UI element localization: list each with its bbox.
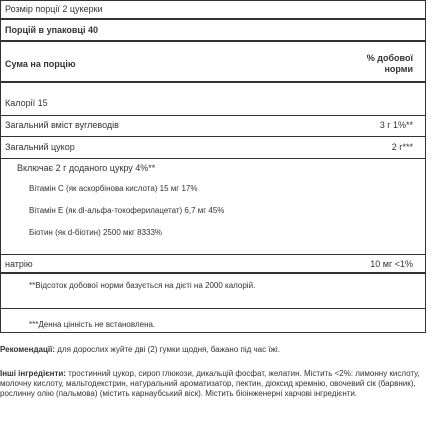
divider-servings bbox=[1, 40, 425, 42]
divider-biotin bbox=[1, 254, 425, 255]
divider-sugar bbox=[1, 158, 425, 159]
divider-serving bbox=[1, 18, 425, 20]
amount-per-serving: Сума на порцію bbox=[5, 59, 76, 69]
recommendations bbox=[0, 345, 426, 355]
daily-value-footnote: **Відсоток добової норми базується на дієті на 2000 калорій. bbox=[29, 281, 256, 290]
vitamin-c: Вітамін С (як аскорбінова кислота) 15 мг 17% bbox=[29, 184, 198, 193]
divider-footnote bbox=[1, 308, 425, 309]
sodium-value: 10 мг <1% bbox=[370, 259, 413, 269]
vitamin-e: Вітамін Е (як dl-альфа-токоферилацетат) 6,7 мг 45% bbox=[29, 206, 225, 215]
not-established-footnote: ***Денна цінність не встановлена. bbox=[29, 320, 156, 329]
servings-per-container: Порцій в упаковці 40 bbox=[5, 25, 98, 35]
recommendations-text: для дорослих жуйте дві (2) гумки щодня, бажано під час їжі. bbox=[55, 345, 280, 354]
divider-calories bbox=[1, 115, 425, 116]
divider-sodium bbox=[1, 272, 425, 274]
carbohydrates-label: Загальний вміст вуглеводів bbox=[5, 120, 119, 130]
sugar-label: Загальний цукор bbox=[5, 142, 75, 152]
calories: Калорії 15 bbox=[5, 98, 48, 108]
daily-value-header: % добової норми bbox=[366, 53, 413, 74]
sodium-label: натрію bbox=[5, 259, 33, 269]
serving-size: Розмір порції 2 цукерки bbox=[5, 4, 103, 14]
added-sugar: Включає 2 г доданого цукру 4%** bbox=[17, 163, 156, 173]
other-ingredients-text: тростинний цукор, сироп глюкози, дикальцій фосфат, желатин. Містить <2%: лимонну кислоту, молочну кислоту, мальтодекстрин, натуральний ароматизатор, пектин, діоксид кремнію, овочевий сік (барвник), рослинну олію (пальмова) (містить карнаубський віск). Містить біоінженерні харчові інгредієнти. bbox=[0, 369, 420, 398]
carbohydrates-value: 3 г 1%** bbox=[379, 120, 413, 130]
recommendations-label: Рекомендації: bbox=[0, 345, 56, 354]
biotin: Біотин (як d-біотин) 2500 мкг 8333% bbox=[29, 228, 163, 237]
divider-header bbox=[1, 81, 425, 83]
divider-carbohydrates bbox=[1, 136, 425, 137]
sugar-value: 2 г*** bbox=[391, 142, 413, 152]
other-ingredients bbox=[0, 369, 426, 399]
other-ingredients-label: Інші інгредієнти: bbox=[0, 369, 66, 378]
